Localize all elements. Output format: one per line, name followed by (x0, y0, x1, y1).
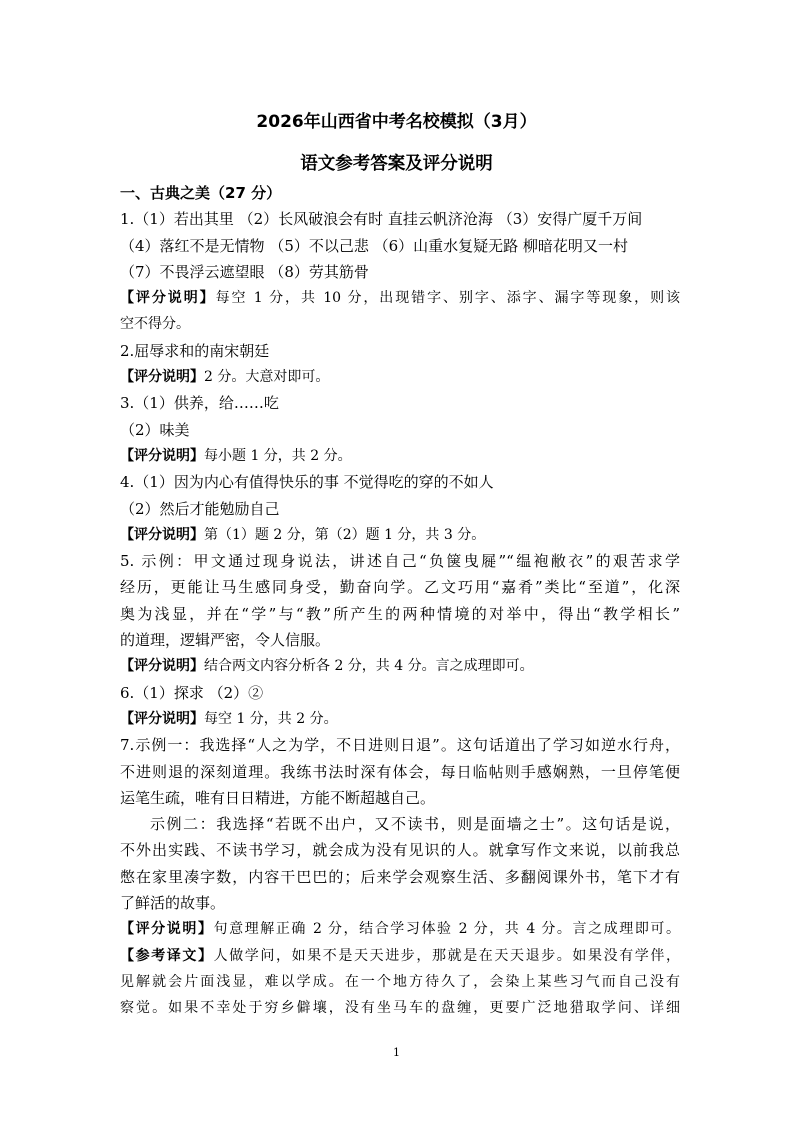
note-tag: 【评分说明】 (120, 921, 214, 938)
answer-body (120, 180, 680, 1022)
line-text: 结合两文内容分析各 2 分，共 4 分。言之成理即可。 (204, 658, 534, 675)
line-text: 奥为浅显，并在“学”与“教”所产生的两种情境的对举中，得出“教学相长” (120, 604, 680, 623)
note-tag: 【评分说明】 (120, 658, 204, 675)
note-line (120, 443, 680, 469)
line-text: 每空 1 分，共 10 分，出现错字、别字、添字、漏字等现象，则该 (215, 290, 681, 307)
line-text: 运笔生疏，唯有日日精进，方能不断超越自己。 (120, 788, 436, 807)
line-text: 经历，更能让马生感同身受，勤奋向学。乙文巧用“嘉肴”类比“至道”，化深 (120, 578, 680, 597)
line-text: 7.示例一：我选择“人之为学，不日进则日退”。这句话道出了学习如逆水行舟， (120, 736, 680, 755)
answer-line (120, 574, 680, 600)
note-tag: 【评分说明】 (120, 369, 204, 386)
line-text: 每空 1 分，共 2 分。 (204, 710, 338, 727)
line-text: 5. 示例：甲文通过现身说法，讲述自己“负箧曳屣”“缊袍敝衣”的艰苦求学 (120, 552, 680, 571)
line-text: 不外出实践、不读书学习，就会成为没有见识的人。就拿写作文来说，以前我总 (120, 841, 680, 860)
note-line (120, 916, 680, 942)
line-text: 1.（1）若出其里 （2）长风破浪会有时 直挂云帆济沧海 （3）安得广厦千万间 (120, 210, 643, 229)
note-line (120, 969, 680, 995)
answer-line (120, 496, 680, 522)
answer-line (120, 206, 680, 232)
line-text: 每小题 1 分，共 2 分。 (204, 447, 352, 464)
note-line (120, 653, 680, 679)
note-tag: 【评分说明】 (120, 710, 204, 727)
line-text: 人做学问，如果不是天天进步，那就是在天天退步。如果没有学伴， (213, 947, 681, 964)
answer-line (120, 259, 680, 285)
answer-line (120, 627, 680, 653)
answer-line (120, 759, 680, 785)
section-heading (120, 180, 680, 206)
line-text: 察觉。如果不幸处于穷乡僻壤，没有坐马车的盘缠，更要广泛地猎取学问、详细 (120, 1000, 680, 1017)
line-text: 2.屈辱求和的南宋朝廷 (120, 341, 270, 360)
line-text: 空不得分。 (120, 316, 190, 333)
answer-line (120, 732, 680, 758)
answer-line (120, 548, 680, 574)
note-line (120, 285, 680, 311)
answer-line (120, 469, 680, 495)
answer-line (120, 338, 680, 364)
line-text: 6.（1）探求 （2）② (120, 683, 264, 702)
note-tag: 【评分说明】 (120, 526, 204, 543)
line-text: 了鲜活的故事。 (120, 894, 226, 913)
note-line (120, 311, 680, 337)
note-line (120, 522, 680, 548)
line-text: 不进则退的深刻道理。我练书法时深有体会，每日临帖则手感娴熟，一旦停笔便 (120, 762, 680, 781)
line-text: 3.（1）供养，给……吃 (120, 394, 279, 413)
line-text: 示例二：我选择“若既不出户，又不读书，则是面墙之士”。这句话是说， (150, 815, 680, 834)
page-number: 1 (393, 1046, 400, 1059)
line-text: （4）落红不是无情物 （5）不以己悲 （6）山重水复疑无路 柳暗花明又一村 (120, 236, 628, 255)
note-tag: 【参考译文】 (120, 947, 214, 964)
note-line (120, 995, 680, 1021)
line-text: 第（1）题 2 分，第（2）题 1 分，共 3 分。 (204, 526, 486, 543)
line-text: （2）然后才能勉励自己 (120, 499, 280, 518)
line-text: 的道理，逻辑严密，令人信服。 (120, 631, 331, 650)
line-text: 憋在家里凑字数，内容干巴巴的；后来学会观察生活、多翻阅课外书，笔下才有 (120, 867, 680, 886)
note-line (120, 943, 680, 969)
answer-line (120, 837, 680, 863)
answer-line (120, 864, 680, 890)
answer-line (120, 890, 680, 916)
answer-line (120, 811, 680, 837)
answer-line (120, 390, 680, 416)
document-subtitle: 语文参考答案及评分说明 (300, 154, 493, 174)
line-text: （7）不畏浮云遮望眼 （8）劳其筋骨 (120, 262, 369, 281)
note-line (120, 706, 680, 732)
document-title: 2026年山西省中考名校模拟（3月） (256, 112, 537, 132)
note-tag: 【评分说明】 (120, 290, 216, 307)
answer-line (120, 785, 680, 811)
line-text: 2 分。大意对即可。 (204, 369, 330, 386)
line-text: 一、古典之美（27 分） (120, 184, 282, 202)
line-text: （2）味美 (120, 420, 190, 439)
answer-line (120, 601, 680, 627)
answer-line (120, 233, 680, 259)
answer-line (120, 417, 680, 443)
line-text: 句意理解正确 2 分，结合学习体验 2 分，共 4 分。言之成理即可。 (213, 921, 681, 938)
line-text: 4.（1）因为内心有值得快乐的事 不觉得吃的穿的不如人 (120, 473, 494, 492)
note-line (120, 364, 680, 390)
note-tag: 【评分说明】 (120, 447, 204, 464)
answer-line (120, 680, 680, 706)
line-text: 见解就会片面浅显，难以学成。在一个地方待久了，会染上某些习气而自己没有 (120, 973, 680, 990)
